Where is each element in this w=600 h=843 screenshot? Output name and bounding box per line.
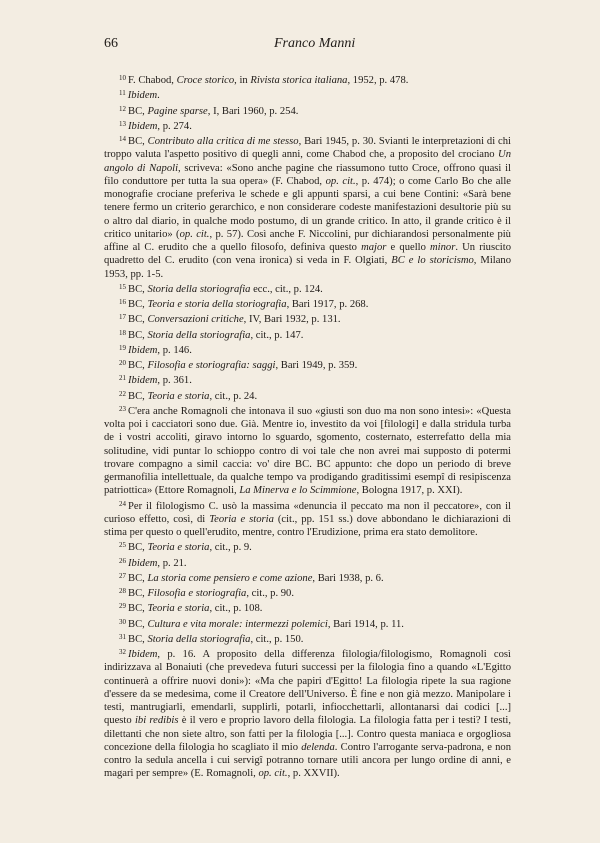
footnote-number: 10	[119, 74, 126, 82]
footnote-text: ecc., cit., p. 124.	[250, 283, 323, 295]
footnote	[104, 72, 511, 87]
italic-text: Teoria e storia della storiografia	[147, 299, 287, 310]
italic-text: La Minerva e lo Scimmione	[239, 485, 357, 497]
footnote-number: 18	[119, 328, 126, 337]
footnote-text: BC,	[128, 136, 148, 147]
italic-text: Teoria e storia	[147, 603, 210, 615]
footnote-text: BC,	[128, 314, 148, 326]
footnote	[104, 372, 511, 387]
italic-text: minor	[430, 242, 456, 253]
footnote-number: 28	[119, 587, 126, 595]
footnote-text: è il vero e proprio lavoro della filologia. La filologia fatta per i testi? I testi, dilettanti che non siete altro, son fatti per la filologia [...]. Contro questa maniaca e orgogliosa concezione della filologia ho scagliato il mio	[104, 715, 511, 753]
footnote-text: (cit., pp. 151 ss.) dove abbondano le dichiarazioni di stima per questo o quell'erudito, mentre, contro l'Erudizione, prima era stato demolitore.	[104, 513, 511, 538]
italic-text: Storia della storiografia	[147, 633, 251, 645]
italic-text: Ibidem	[128, 649, 158, 660]
footnote	[104, 103, 511, 118]
footnote-number: 13	[119, 119, 126, 128]
footnote-text: , cit., p. 90.	[246, 588, 294, 599]
italic-text: Un angolo di Napoli	[104, 149, 511, 174]
footnote-number: 16	[119, 298, 126, 306]
footnote	[104, 311, 511, 326]
italic-text: Teoria e storia	[147, 542, 210, 554]
footnote-text: , p. 57). Così anche F. Niccolini, pur dichiarandosi personalmente più affine al C. erudito che a quello filosofo, definiva questo	[104, 228, 511, 253]
footnote	[104, 281, 511, 296]
footnote-number: 24	[119, 499, 126, 508]
footnote-text: , cit., p. 24.	[209, 390, 258, 402]
footnote	[104, 555, 511, 570]
italic-text: Ibidem	[128, 344, 158, 356]
footnote	[104, 357, 511, 372]
footnote-number: 11	[119, 89, 126, 98]
footnote	[104, 133, 511, 281]
italic-text: Filosofia e storiografia: saggi	[147, 360, 276, 371]
footnote	[104, 631, 511, 646]
footnote-text: , cit., p. 9.	[209, 542, 252, 554]
footnote-text: BC,	[128, 360, 148, 371]
footnote-text: , Bari 1938, p. 6.	[312, 572, 384, 584]
italic-text: Contributo alla critica di me stesso	[147, 136, 299, 147]
footnote	[104, 600, 511, 615]
footnote	[104, 585, 511, 600]
footnote-text: BC,	[128, 588, 148, 599]
italic-text: Ibidem	[127, 90, 158, 102]
italic-text: Ibidem	[128, 120, 158, 132]
footnote-text: , p. 274.	[157, 120, 192, 132]
footnote-text: BC,	[128, 542, 148, 554]
footnote-text: , scriveva: «Sono anche pagine che riassumono tutto Croce, offrono quasi il filo conduttore per tutta la sua opera» (F. Chabod,	[104, 162, 511, 187]
footnote	[104, 87, 511, 102]
footnote-text: , I, Bari 1960, p. 254.	[207, 105, 299, 117]
footnote-text: BC,	[128, 572, 148, 584]
footnote-text: , cit., p. 108.	[209, 603, 263, 615]
footnote-number: 32	[119, 648, 126, 656]
italic-text: Ibidem	[128, 375, 158, 387]
italic-text: Cultura e vita morale: intermezzi polemici	[147, 618, 328, 630]
footnote	[104, 570, 511, 585]
italic-text: op. cit.	[258, 768, 288, 780]
footnote-number: 31	[119, 632, 126, 641]
italic-text: delenda	[301, 741, 335, 753]
italic-text: Pagine sparse	[147, 105, 208, 117]
italic-text: Storia della storiografia	[147, 329, 251, 341]
footnote-number: 20	[119, 359, 126, 367]
footnote-text: , 1952, p. 478.	[347, 75, 409, 86]
italic-text: op. cit.	[179, 228, 210, 240]
footnote-text: , Milano 1953, pp. 1-5.	[104, 255, 512, 280]
footnote-text: BC,	[128, 618, 148, 630]
footnote	[104, 118, 511, 133]
italic-text: La storia come pensiero e come azione	[147, 572, 313, 584]
footnote-text: , p. 146.	[157, 344, 192, 356]
italic-text: Rivista storica italiana	[250, 75, 348, 86]
footnote-number: 15	[119, 282, 126, 291]
italic-text: Conversazioni critiche	[147, 314, 244, 326]
footnote-text: , p. 16. A proposito della differenza filologia/filologismo, Romagnoli così indirizzava al Bonaiuti (che prevedeva futuri successi per la filologia fino a quando «L'Egitto continuerà a offrire nuovi doni»): «Ma che papiri d'Egitto! La filologia ripete la sua ragione d'essere da se medesima, come il Creatore dell'Universo. È fine e non già mezzo. Manipolare i testi, mantrugiarli, emendarli, supplirli, potarli, infiocchettarli, allontanarsi dai codici [...] questo	[104, 649, 511, 727]
footnote	[104, 327, 511, 342]
footnotes	[104, 72, 511, 781]
footnote-number: 29	[119, 602, 126, 611]
italic-text: Ibidem	[128, 557, 158, 569]
footnote-text: , Bari 1914, p. 11.	[327, 618, 404, 630]
italic-text: major	[361, 242, 387, 253]
footnote-text: BC,	[128, 603, 148, 615]
italic-text: Teoria e storia	[209, 513, 274, 525]
footnote-number: 17	[119, 313, 126, 322]
italic-text: Teoria e storia	[147, 390, 210, 402]
footnote	[104, 403, 511, 498]
footnote-text: BC,	[128, 105, 148, 117]
footnote-text: , Bologna 1917, p. XXI).	[356, 485, 463, 497]
footnote-text: BC,	[128, 283, 148, 295]
footnote-text: , p. 361.	[157, 375, 192, 387]
footnote-text: , cit., p. 147.	[250, 329, 304, 341]
footnote-text: , Bari 1945, p. 30. Svianti le interpretazioni di chi troppo valuta l'aspetto positivo di quegli anni, come Chabod che, a proposito del crociano	[104, 136, 511, 161]
footnote-number: 21	[119, 374, 126, 383]
footnote-text: , Bari 1949, p. 359.	[275, 360, 358, 371]
footnote	[104, 498, 511, 540]
footnote-text: C'era anche Romagnoli che intonava il suo «giusti son duo ma non sono intesi»: «Questa volta poi i cacciatori sono due. Già. Mentre io, investito da voi [filologi] e dalla stridula turba de i vostri accoliti, giravo intorno lo sguardo, sgomento, costernato, esterrefatto della mia solitudine, vidi puntar lo schioppo contro di voi tale che non avrei mai supposto di potermi trovare compagno a simil caccia: vo' dire BC. BC appunto: che dopo un periodo di breve germanofilia intellettuale, da qualche tempo va prodigando graditissimi esempî di resipiscenza patriottica» (Ettore Romagnoli,	[104, 405, 511, 497]
footnote-number: 26	[119, 556, 126, 565]
footnote-number: 22	[119, 389, 126, 398]
footnote-text: , IV, Bari 1932, p. 131.	[243, 314, 341, 326]
footnote-number: 30	[119, 617, 126, 626]
footnote-text: , cit., p. 150.	[250, 633, 304, 645]
italic-text: Storia della storiografia	[147, 283, 251, 295]
running-head: Franco Manni	[274, 36, 356, 51]
footnote-text: , p. XXVII).	[287, 768, 340, 780]
footnote-text: . Un riuscito quadretto del C. erudito (con vena ironica) si veda in F. Olgiati,	[104, 242, 511, 267]
italic-text: Croce storico	[176, 75, 235, 86]
italic-text: op. cit.	[325, 175, 356, 187]
footnote-text: , Bari 1917, p. 268.	[286, 299, 369, 310]
footnote-text: Per il filologismo C. usò la massima «denuncia il peccato ma non il peccatore», con il curioso effetto, così, di	[104, 500, 511, 525]
page-number: 66	[104, 36, 118, 51]
page-header	[104, 36, 496, 54]
footnote-text: F. Chabod,	[128, 75, 177, 86]
footnote-number: 27	[119, 571, 126, 580]
italic-text: Filosofia e storiografia	[147, 588, 247, 599]
footnote-text: BC,	[128, 299, 148, 310]
italic-text: ibi redibis	[134, 715, 179, 727]
footnote-number: 25	[119, 541, 126, 550]
italic-text: BC e lo storicismo	[391, 255, 474, 267]
footnote-text: BC,	[128, 329, 148, 341]
footnote-text: BC,	[128, 390, 148, 402]
footnote	[104, 646, 511, 781]
footnote-text: , in	[234, 75, 251, 86]
footnote-number: 14	[119, 135, 126, 143]
footnote-text: , p. 474); o come Carlo Bo che alle monografie crociane preferiva le schede e gli appunti sparsi, a cui bene Contini: «Sarà bene tenere fermo un criterio gerarchico, e non considerare codeste manifestazioni desultorie più su o altro dal diario, in qualche modo postumo, di un grande critico. In atto, il grande critico è il critico unitario» (	[104, 175, 511, 240]
footnote-text: .	[157, 90, 160, 102]
footnote	[104, 616, 511, 631]
footnote-number: 23	[119, 404, 126, 413]
footnote-number: 19	[119, 343, 126, 352]
footnote	[104, 539, 511, 554]
footnote	[104, 342, 511, 357]
footnote-text: . Contro l'arrogante serva-padrona, e non contro la sedula ancella i cui servigî potranno tornare utili ancora per lungo ordine di anni, e magari per sempre» (E. Romagnoli,	[104, 741, 512, 780]
footnote-text: , p. 21.	[157, 557, 187, 569]
footnote	[104, 296, 511, 311]
footnote-number: 12	[119, 104, 126, 113]
footnote-text: e quello	[386, 242, 431, 253]
footnote	[104, 388, 511, 403]
footnote-text: BC,	[128, 633, 148, 645]
